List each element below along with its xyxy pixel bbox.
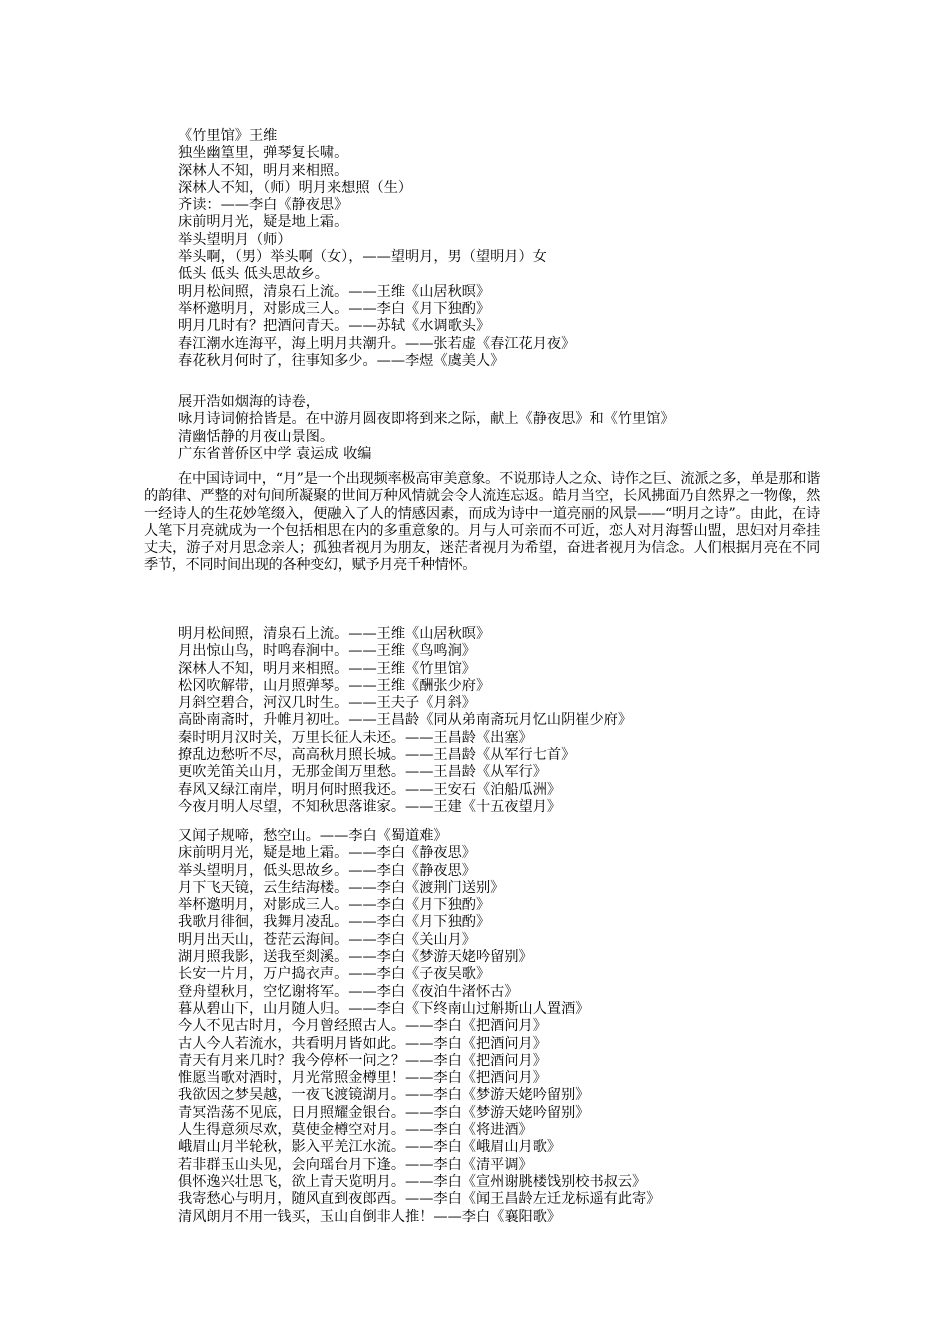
text-line: 清幽恬静的月夜山景图。 [178, 428, 335, 445]
text-line: 更吹羌笛关山月，无那金闺万里愁。——王昌龄《从军行》 [178, 764, 547, 781]
text-line: 春江潮水连海平，海上明月共潮升。——张若虚《春江花月夜》 [178, 335, 576, 352]
text-line: 松冈吹解带，山月照弹琴。——王维《酬张少府》 [178, 677, 491, 694]
text-line: 举头望明月，低头思故乡。——李白《静夜思》 [178, 862, 476, 879]
intro-paragraph: 在中国诗词中，“月”是一个出现频率极高审美意象。不说那诗人之众、诗作之巨、流派之多，单是那和谐的韵律、严整的对句间所凝聚的世间万种风情就会令人流连忘返。皓月当空，长风拂面乃自然界之一物像，然一经诗人的生花妙笔缀入，便融入了人的情感因素，而成为诗中一道亮丽的风景——“明月之诗”。由此，在诗人笔下月亮就成为一个包括相思在内的多重意象的。月与人可亲而不可近，恋人对月海誓山盟，思妇对月牵挂丈夫，游子对月思念亲人；孤独者视月为朋友，迷茫者视月为希望，奋进者视月为信念。人们根据月亮在不同季节，不同时间出现的各种变幻，赋予月亮千种情怀。 [144, 471, 820, 574]
text-line: 举头望明月（师） [178, 231, 292, 248]
text-line: 《竹里馆》王维 [178, 128, 278, 144]
text-line: 登舟望秋月，空忆谢将军。——李白《夜泊牛渚怀古》 [178, 983, 519, 1000]
text-line: 明月出天山，苍茫云海间。——李白《关山月》 [178, 931, 476, 948]
text-line: 明月几时有？把酒问青天。——苏轼《水调歌头》 [178, 318, 491, 335]
text-line: 青冥浩荡不见底，日月照耀金银台。——李白《梦游天姥吟留别》 [178, 1104, 590, 1121]
text-line: 齐读：——李白《静夜思》 [178, 197, 349, 214]
text-line: 明月松间照，清泉石上流。——王维《山居秋暝》 [178, 283, 491, 300]
text-line: 秦时明月汉时关，万里长征人未还。——王昌龄《出塞》 [178, 729, 533, 746]
text-line: 展开浩如烟海的诗卷， [178, 394, 320, 410]
text-line: 床前明月光，疑是地上霜。 [178, 214, 349, 231]
text-line: 俱怀逸兴壮思飞，欲上青天览明月。——李白《宣州谢朓楼饯别校书叔云》 [178, 1173, 647, 1190]
text-line: 惟愿当歌对酒时，月光常照金樽里！——李白《把酒问月》 [178, 1070, 547, 1087]
text-line: 深林人不知，明月来相照。——王维《竹里馆》 [178, 660, 476, 677]
text-line: 深林人不知，明月来相照。 [178, 162, 349, 179]
text-line: 青天有月来几时？我今停杯一问之？——李白《把酒问月》 [178, 1052, 547, 1069]
text-line: 湖月照我影，送我至剡溪。——李白《梦游天姥吟留别》 [178, 949, 533, 966]
editor-note-section [178, 394, 675, 463]
text-line: 月下飞天镜，云生结海楼。——李白《渡荆门送别》 [178, 879, 505, 896]
text-line: 长安一片月，万户捣衣声。——李白《子夜吴歌》 [178, 966, 491, 983]
text-line: 若非群玉山头见，会向瑶台月下逢。——李白《清平调》 [178, 1156, 533, 1173]
text-line: 清风朗月不用一钱买，玉山自倒非人推！——李白《襄阳歌》 [178, 1208, 562, 1225]
text-line: 月斜空碧合，河汉几时生。——王夫子《月斜》 [178, 695, 476, 712]
text-line: 明月松间照，清泉石上流。——王维《山居秋暝》 [178, 626, 491, 642]
text-line: 我寄愁心与明月，随风直到夜郎西。——李白《闻王昌龄左迁龙标遥有此寄》 [178, 1191, 661, 1208]
text-line: 低头 低头 低头思故乡。 [178, 266, 329, 283]
text-line: 又闻子规啼，愁空山。——李白《蜀道难》 [178, 828, 448, 844]
text-line: 人生得意须尽欢，莫使金樽空对月。——李白《将进酒》 [178, 1122, 533, 1139]
text-line: 月出惊山鸟，时鸣春涧中。——王维《鸟鸣涧》 [178, 643, 476, 660]
text-line: 今人不见古时月，今月曾经照古人。——李白《把酒问月》 [178, 1018, 547, 1035]
text-line: 春花秋月何时了，往事知多少。——李煜《虞美人》 [178, 352, 505, 369]
text-line: 撩乱边愁听不尽，高高秋月照长城。——王昌龄《从军行七首》 [178, 747, 576, 764]
text-line: 举杯邀明月，对影成三人。——李白《月下独酌》 [178, 897, 491, 914]
text-line: 床前明月光，疑是地上霜。——李白《静夜思》 [178, 845, 476, 862]
text-line: 深林人不知，（师）明月来想照（生） [178, 179, 413, 196]
poem-section-opening [178, 128, 575, 370]
text-line: 独坐幽篁里，弹琴复长啸。 [178, 145, 349, 162]
wang-poems-list [178, 626, 632, 816]
text-line: 今夜月明人尽望，不知秋思落谁家。——王建《十五夜望月》 [178, 798, 562, 815]
text-line: 广东省普侨区中学 袁运成 收编 [178, 445, 372, 462]
text-line: 高卧南斋时，升帷月初吐。——王昌龄《同从弟南斋玩月忆山阴崔少府》 [178, 712, 633, 729]
text-line: 我欲因之梦吴越，一夜飞渡镜湖月。——李白《梦游天姥吟留别》 [178, 1087, 590, 1104]
text-line: 春风又绿江南岸，明月何时照我还。——王安石《泊船瓜洲》 [178, 781, 562, 798]
text-line: 峨眉山月半轮秋，影入平羌江水流。——李白《峨眉山月歌》 [178, 1139, 562, 1156]
text-line: 我歌月徘徊，我舞月凌乱。——李白《月下独酌》 [178, 914, 491, 931]
li-bai-poems-list [178, 828, 660, 1226]
text-line: 举头啊，（男）举头啊（女），——望明月，男（望明月）女 [178, 249, 547, 266]
text-line: 咏月诗词俯拾皆是。在中游月圆夜即将到来之际，献上《静夜思》和《竹里馆》 [178, 411, 675, 428]
text-line: 古人今人若流水，共看明月皆如此。——李白《把酒问月》 [178, 1035, 547, 1052]
text-line: 暮从碧山下，山月随人归。——李白《下终南山过斛斯山人置酒》 [178, 1000, 590, 1017]
text-line: 举杯邀明月，对影成三人。——李白《月下独酌》 [178, 300, 491, 317]
